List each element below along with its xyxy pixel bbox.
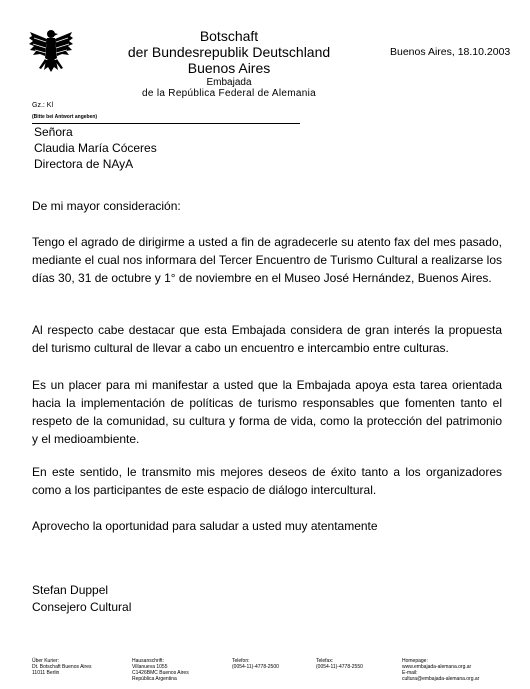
footer-address-line-2: C1426BMC Buenos Aires <box>132 670 189 676</box>
footer-address <box>132 658 189 682</box>
footer-courier-line-1: Dt. Botschaft Buenos Aires <box>32 664 92 670</box>
body-paragraph-4: En este sentido, le transmito mis mejores deseos de éxito tanto a los organizadores como a los participantes de este espacio de diálogo intercultural. <box>32 465 502 497</box>
letterhead-title-2: der Bundesrepublik Deutschland <box>127 44 331 60</box>
closing-line: Aprovecho la oportunidad para saludar a usted muy atentamente <box>32 519 378 533</box>
footer-address-label: Hausanschrift: <box>132 658 164 664</box>
footer-phone-label: Telefon: <box>232 658 250 664</box>
footer-address-line-3: República Argentina <box>132 676 177 682</box>
footer-phone <box>232 658 279 670</box>
letterhead-subtitle-1: Embajada <box>206 77 252 88</box>
footer-web <box>402 658 479 682</box>
reference-note: (Bitte bei Antwort angeben) <box>32 114 98 120</box>
recipient-position: Directora de NAyA <box>34 157 134 171</box>
body-paragraph-3: Es un placer para mi manifestar a usted que la Embajada apoya esta tarea orientada hacia la implementación de políticas de turismo responsables que fomenten tanto el respeto de la comunidad, su cultura y forma de vida, como la protección del patrimonio y el medioambiente. <box>32 378 502 446</box>
signer-title: Consejero Cultural <box>32 600 132 614</box>
letter-date: Buenos Aires, 18.10.2003 <box>390 46 511 58</box>
footer-fax-number: (0054-11)-4778-2550 <box>316 664 363 670</box>
reference-number: Gz.: Kl <box>32 102 54 109</box>
letterhead-title-1: Botschaft <box>199 28 259 44</box>
letterhead-subtitle-2: de la República Federal de Alemania <box>142 88 316 99</box>
footer-homepage-label: Homepage: <box>402 658 428 664</box>
recipient-salutation: Señora <box>34 125 73 139</box>
footer-address-line-1: Villanueva 1055 <box>132 664 168 670</box>
footer-phone-number: (0054-11)-4778-2500 <box>232 664 279 670</box>
footer-courier-label: Über Kurier: <box>32 658 59 664</box>
body-paragraph-2: Al respecto cabe destacar que esta Embajada considera de gran interés la propuesta del turismo cultural de llevar a cabo un encuentro e intercambio entre culturas. <box>32 323 502 355</box>
footer-fax <box>316 658 363 670</box>
footer-courier-line-2: 11011 Berlin <box>32 670 60 676</box>
signature-block <box>32 582 131 616</box>
recipient-block <box>34 124 157 172</box>
salutation: De mi mayor consideración: <box>32 199 181 213</box>
footer-email-label: E-mail: <box>402 670 418 676</box>
signer-name: Stefan Duppel <box>32 583 109 597</box>
footer-fax-label: Telefax: <box>316 658 334 664</box>
footer-homepage-link[interactable]: www.embajada-alemana.org.ar <box>402 664 472 670</box>
body-paragraph-1: Tengo el agrado de dirigirme a usted a fin de agradecerle su atento fax del mes pasado, mediante el cual nos informara del Tercer Encuentro de Turismo Cultural a realizarse los días 30, 31 de octubre y 1° de noviembre en el Museo José Hernández, Buenos Aires. <box>32 235 502 285</box>
footer-courier <box>32 658 91 676</box>
recipient-name: Claudia María Cóceres <box>34 141 157 155</box>
footer-email-link[interactable]: cultura@embajada-alemana.org.ar <box>402 676 480 682</box>
letterhead-title-3: Buenos Aires <box>187 60 271 76</box>
